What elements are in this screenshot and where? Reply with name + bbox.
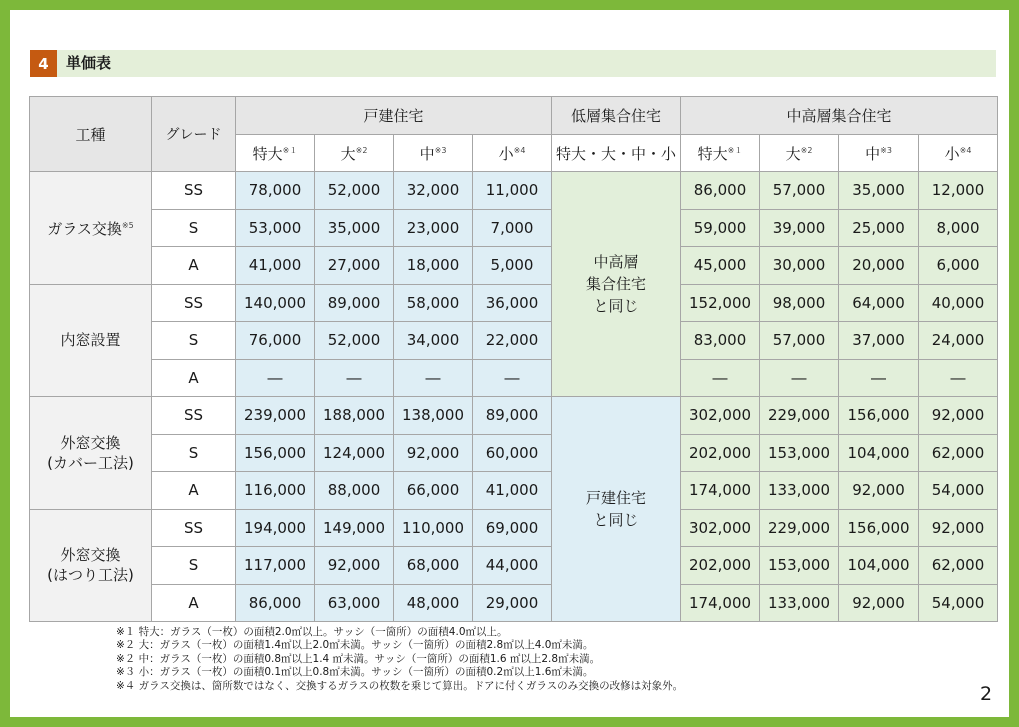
grade-cell: SS xyxy=(152,397,236,435)
detached-price-cell: 27,000 xyxy=(315,247,394,285)
size-note: ※１ xyxy=(727,145,743,155)
mid-rise-price-cell: 302,000 xyxy=(681,397,760,435)
detached-price-cell: 194,000 xyxy=(236,509,315,547)
grade-cell: S xyxy=(152,209,236,247)
footnote-line: ※４ ガラス交換は、箇所数ではなく、交換するガラスの枚数を乗じて算出。ドアに付くガラスのみ交換の改修は対象外。 xyxy=(116,679,684,692)
mid-rise-price-cell: 20,000 xyxy=(839,247,919,285)
table-row xyxy=(30,547,998,585)
grade-cell: SS xyxy=(152,509,236,547)
detached-size-header xyxy=(394,135,473,172)
mid-rise-price-cell: 302,000 xyxy=(681,509,760,547)
work-type-note: ※5 xyxy=(121,221,134,231)
footnote-line: ※１ 特大：ガラス（一枚）の面積2.0㎡以上。サッシ（一箇所）の面積4.0㎡以上。 xyxy=(116,626,508,638)
mid-rise-price-cell: 40,000 xyxy=(919,284,998,322)
mid-rise-price-cell: 92,000 xyxy=(919,397,998,435)
detached-price-cell: 63,000 xyxy=(315,584,394,622)
low-rise-reference-cell xyxy=(552,397,681,622)
size-label: 特大 xyxy=(697,144,728,163)
mid-rise-price-cell: 35,000 xyxy=(839,172,919,210)
mid-rise-price-cell: 153,000 xyxy=(760,434,839,472)
mid-rise-price-cell: 92,000 xyxy=(919,509,998,547)
mid-rise-price-cell: 12,000 xyxy=(919,172,998,210)
mid-rise-price-cell: 153,000 xyxy=(760,547,839,585)
size-label: 小 xyxy=(944,144,960,163)
size-label: 中 xyxy=(865,144,881,163)
work-type-name: 外窓交換 xyxy=(60,433,121,452)
work-type-name: 外窓交換 xyxy=(60,546,121,565)
detached-price-cell: 69,000 xyxy=(473,509,552,547)
detached-price-cell: 32,000 xyxy=(394,172,473,210)
detached-price-cell: 188,000 xyxy=(315,397,394,435)
mid-rise-price-cell: 98,000 xyxy=(760,284,839,322)
low-rise-reference-text: 戸建住宅 xyxy=(586,489,647,507)
detached-price-cell: 5,000 xyxy=(473,247,552,285)
low-rise-reference-text: 集合住宅 xyxy=(586,275,647,293)
size-note: ※１ xyxy=(282,145,298,155)
mid-rise-price-cell: 92,000 xyxy=(839,584,919,622)
mid-rise-price-cell: 174,000 xyxy=(681,472,760,510)
mid-rise-price-cell: ― xyxy=(919,359,998,397)
grade-cell: A xyxy=(152,472,236,510)
detached-price-cell: 89,000 xyxy=(315,284,394,322)
detached-price-cell: 23,000 xyxy=(394,209,473,247)
section-header-bar xyxy=(30,50,996,77)
detached-price-cell: 92,000 xyxy=(394,434,473,472)
size-label: 中 xyxy=(419,144,435,163)
mid-rise-size-header xyxy=(760,135,839,172)
mid-rise-price-cell: 8,000 xyxy=(919,209,998,247)
footnotes xyxy=(116,626,683,693)
detached-price-cell: 66,000 xyxy=(394,472,473,510)
detached-price-cell: 7,000 xyxy=(473,209,552,247)
header-detached: 戸建住宅 xyxy=(236,97,552,135)
detached-price-cell: 52,000 xyxy=(315,172,394,210)
detached-price-cell: 76,000 xyxy=(236,322,315,360)
table-row xyxy=(30,209,998,247)
detached-price-cell: 44,000 xyxy=(473,547,552,585)
mid-rise-price-cell: 86,000 xyxy=(681,172,760,210)
detached-price-cell: ― xyxy=(473,359,552,397)
table-row xyxy=(30,359,998,397)
grade-cell: SS xyxy=(152,284,236,322)
detached-price-cell: 18,000 xyxy=(394,247,473,285)
detached-price-cell: 29,000 xyxy=(473,584,552,622)
detached-price-cell: 60,000 xyxy=(473,434,552,472)
work-type-name: (カバー工法) xyxy=(47,453,134,472)
size-note: ※2 xyxy=(800,145,813,155)
detached-price-cell: ― xyxy=(394,359,473,397)
detached-price-cell: 53,000 xyxy=(236,209,315,247)
mid-rise-price-cell: 39,000 xyxy=(760,209,839,247)
page-number: 2 xyxy=(980,683,993,705)
mid-rise-price-cell: ― xyxy=(681,359,760,397)
detached-price-cell: 110,000 xyxy=(394,509,473,547)
mid-rise-size-header xyxy=(919,135,998,172)
size-label: 小 xyxy=(498,144,514,163)
unit-price-table xyxy=(29,96,998,622)
detached-price-cell: 86,000 xyxy=(236,584,315,622)
work-type-name: ガラス交換 xyxy=(47,220,122,239)
detached-price-cell: 149,000 xyxy=(315,509,394,547)
size-note: ※3 xyxy=(434,145,447,155)
work-type-name: (はつり工法) xyxy=(47,566,134,585)
detached-price-cell: 41,000 xyxy=(473,472,552,510)
grade-cell: S xyxy=(152,434,236,472)
work-type-cell xyxy=(30,172,152,285)
size-label: 大 xyxy=(340,144,356,163)
mid-rise-price-cell: 202,000 xyxy=(681,434,760,472)
size-label: 特大 xyxy=(252,144,283,163)
header-mid-rise: 中高層集合住宅 xyxy=(681,97,998,135)
size-note: ※4 xyxy=(959,145,972,155)
detached-price-cell: ― xyxy=(236,359,315,397)
grade-cell: SS xyxy=(152,172,236,210)
detached-price-cell: 48,000 xyxy=(394,584,473,622)
mid-rise-price-cell: 30,000 xyxy=(760,247,839,285)
mid-rise-price-cell: 202,000 xyxy=(681,547,760,585)
detached-price-cell: 22,000 xyxy=(473,322,552,360)
mid-rise-price-cell: 83,000 xyxy=(681,322,760,360)
table-row xyxy=(30,322,998,360)
section-title: 単価表 xyxy=(66,54,112,72)
mid-rise-price-cell: 54,000 xyxy=(919,584,998,622)
mid-rise-price-cell: 57,000 xyxy=(760,322,839,360)
section-number-badge: 4 xyxy=(30,50,57,77)
table-row xyxy=(30,434,998,472)
work-type-cell xyxy=(30,284,152,397)
table-row xyxy=(30,509,998,547)
detached-size-header xyxy=(236,135,315,172)
footnote-line: ※３ 小：ガラス（一枚）の面積0.1㎡以上0.8㎡未満。サッシ（一箇所）の面積0.2㎡以上1.6㎡未満。 xyxy=(116,666,594,679)
table-row xyxy=(30,584,998,622)
detached-price-cell: 140,000 xyxy=(236,284,315,322)
size-note: ※2 xyxy=(355,145,368,155)
detached-price-cell: 34,000 xyxy=(394,322,473,360)
detached-price-cell: 58,000 xyxy=(394,284,473,322)
header-low-rise: 低層集合住宅 xyxy=(552,97,681,135)
size-note: ※3 xyxy=(880,145,892,155)
mid-rise-price-cell: 156,000 xyxy=(839,397,919,435)
mid-rise-size-header xyxy=(839,135,919,172)
footnote-line: ※２ 中：ガラス（一枚）の面積0.8㎡以上1.4 ㎡未満。サッシ（一箇所）の面積1.6 ㎡以上2.8㎡未満。 xyxy=(116,652,601,665)
mid-rise-price-cell: 45,000 xyxy=(681,247,760,285)
detached-price-cell: 68,000 xyxy=(394,547,473,585)
mid-rise-price-cell: 64,000 xyxy=(839,284,919,322)
mid-rise-price-cell: ― xyxy=(760,359,839,397)
detached-price-cell: 11,000 xyxy=(473,172,552,210)
mid-rise-price-cell: 152,000 xyxy=(681,284,760,322)
detached-price-cell: 239,000 xyxy=(236,397,315,435)
mid-rise-price-cell: ― xyxy=(839,359,919,397)
mid-rise-price-cell: 229,000 xyxy=(760,509,839,547)
low-rise-reference-text: と同じ xyxy=(593,297,639,315)
detached-price-cell: 156,000 xyxy=(236,434,315,472)
work-type-cell xyxy=(30,397,152,510)
mid-rise-price-cell: 104,000 xyxy=(839,547,919,585)
table-row xyxy=(30,472,998,510)
mid-rise-price-cell: 37,000 xyxy=(839,322,919,360)
mid-rise-price-cell: 133,000 xyxy=(760,472,839,510)
work-type-cell xyxy=(30,509,152,622)
grade-cell: S xyxy=(152,322,236,360)
detached-price-cell: 88,000 xyxy=(315,472,394,510)
detached-price-cell: 35,000 xyxy=(315,209,394,247)
detached-price-cell: 138,000 xyxy=(394,397,473,435)
detached-price-cell: 92,000 xyxy=(315,547,394,585)
table-row xyxy=(30,247,998,285)
low-rise-reference-cell xyxy=(552,172,681,397)
detached-price-cell: 117,000 xyxy=(236,547,315,585)
header-work-type: 工種 xyxy=(30,97,152,172)
table-row xyxy=(30,397,998,435)
size-label: 大 xyxy=(785,144,801,163)
low-rise-size-header: 特大・大・中・小 xyxy=(552,135,681,172)
mid-rise-price-cell: 6,000 xyxy=(919,247,998,285)
detached-price-cell: 78,000 xyxy=(236,172,315,210)
low-rise-reference-text: 中高層 xyxy=(593,253,639,271)
detached-price-cell: 89,000 xyxy=(473,397,552,435)
mid-rise-price-cell: 62,000 xyxy=(919,547,998,585)
size-note: ※4 xyxy=(513,145,526,155)
detached-price-cell: 116,000 xyxy=(236,472,315,510)
mid-rise-size-header xyxy=(681,135,760,172)
mid-rise-price-cell: 92,000 xyxy=(839,472,919,510)
grade-cell: S xyxy=(152,547,236,585)
mid-rise-price-cell: 104,000 xyxy=(839,434,919,472)
table-row xyxy=(30,172,998,210)
detached-price-cell: 41,000 xyxy=(236,247,315,285)
footnote-line: ※２ 大：ガラス（一枚）の面積1.4㎡以上2.0㎡未満。サッシ（一箇所）の面積2.8㎡以上4.0㎡未満。 xyxy=(116,639,594,652)
mid-rise-price-cell: 24,000 xyxy=(919,322,998,360)
mid-rise-price-cell: 59,000 xyxy=(681,209,760,247)
grade-cell: A xyxy=(152,247,236,285)
detached-price-cell: 52,000 xyxy=(315,322,394,360)
mid-rise-price-cell: 25,000 xyxy=(839,209,919,247)
header-grade: グレード xyxy=(152,97,236,172)
detached-price-cell: 36,000 xyxy=(473,284,552,322)
work-type-name: 内窓設置 xyxy=(60,331,121,350)
low-rise-reference-text: と同じ xyxy=(593,511,639,529)
grade-cell: A xyxy=(152,584,236,622)
mid-rise-price-cell: 57,000 xyxy=(760,172,839,210)
detached-size-header xyxy=(315,135,394,172)
mid-rise-price-cell: 156,000 xyxy=(839,509,919,547)
mid-rise-price-cell: 62,000 xyxy=(919,434,998,472)
grade-cell: A xyxy=(152,359,236,397)
detached-price-cell: 124,000 xyxy=(315,434,394,472)
table-row xyxy=(30,284,998,322)
mid-rise-price-cell: 133,000 xyxy=(760,584,839,622)
detached-price-cell: ― xyxy=(315,359,394,397)
detached-size-header xyxy=(473,135,552,172)
mid-rise-price-cell: 54,000 xyxy=(919,472,998,510)
mid-rise-price-cell: 174,000 xyxy=(681,584,760,622)
mid-rise-price-cell: 229,000 xyxy=(760,397,839,435)
